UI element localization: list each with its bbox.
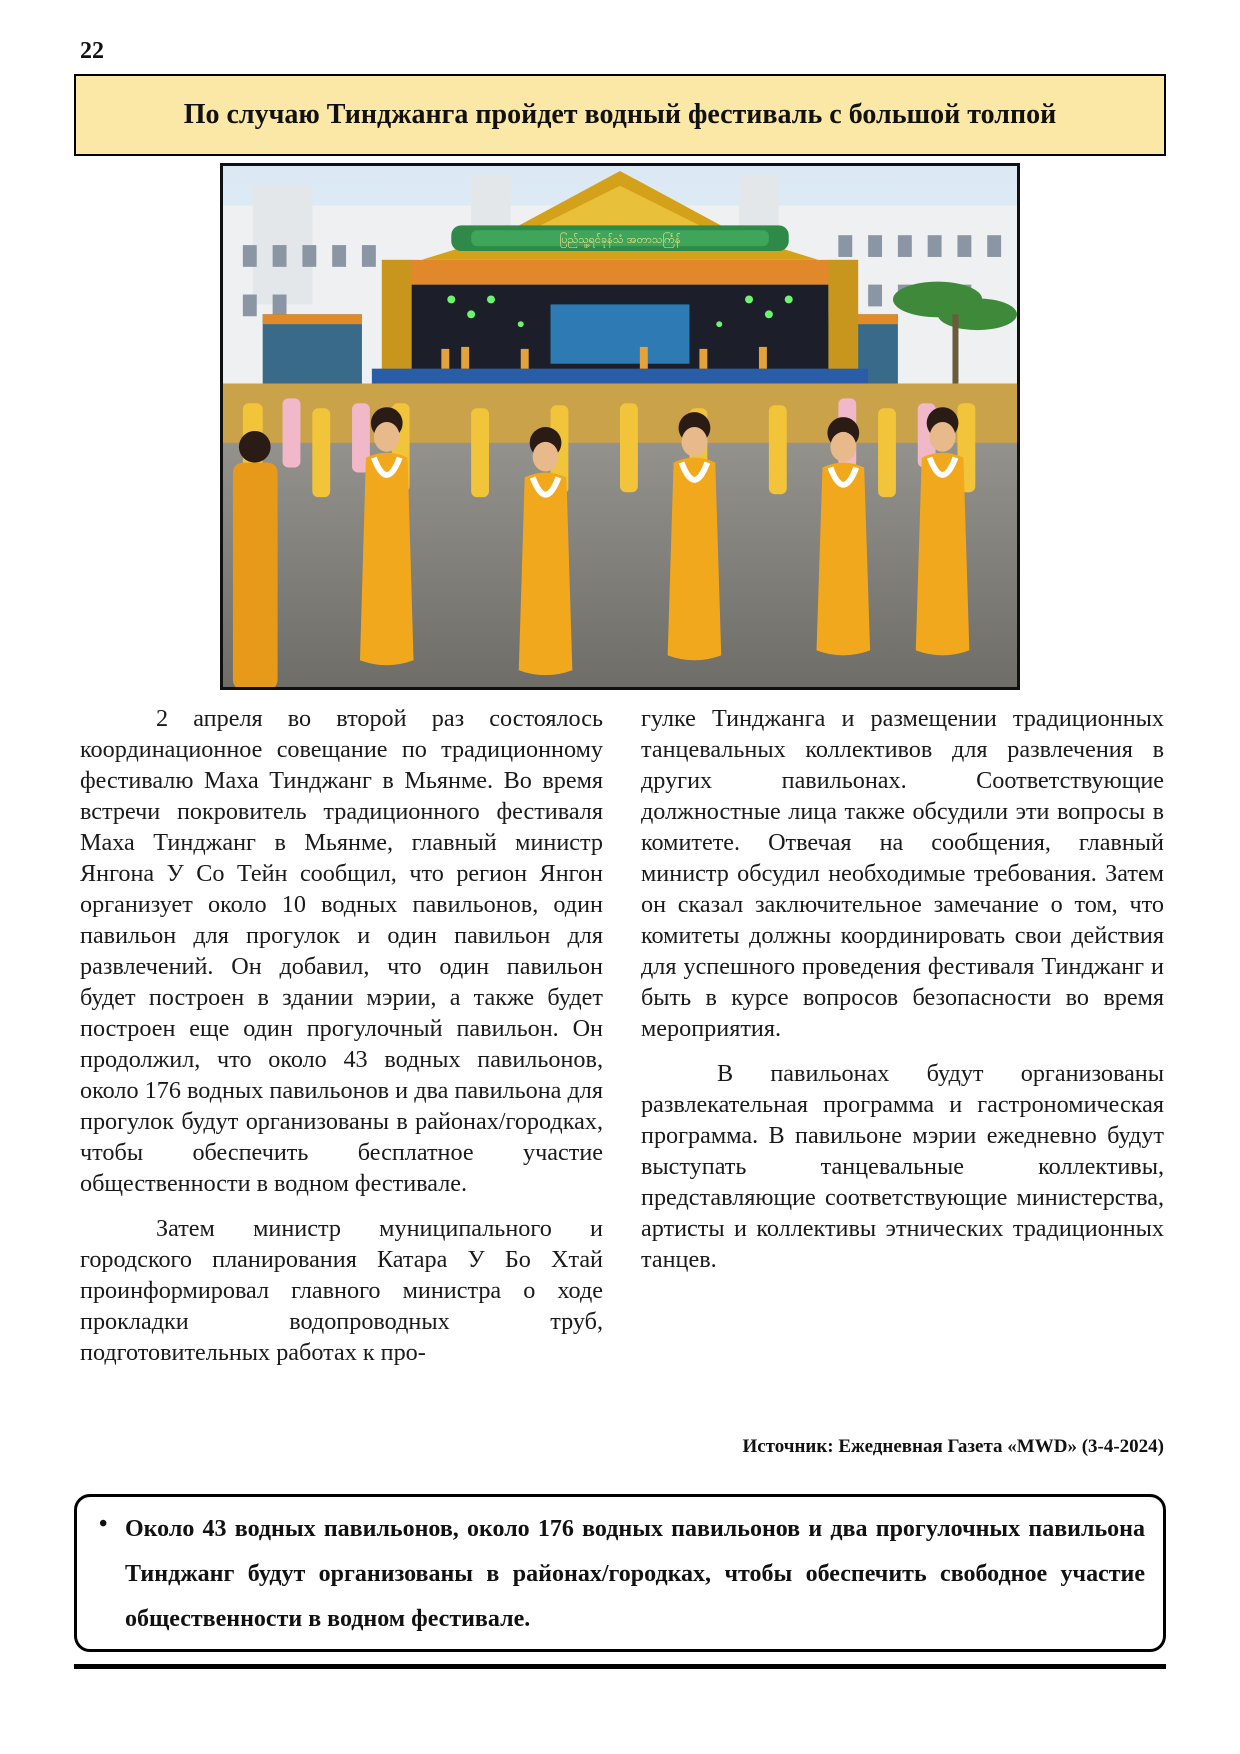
- page-number: 22: [80, 38, 104, 64]
- paragraph: Затем министр муниципального и городского планирования Катара У Бо Хтай проинформировал главного министра о ходе прокладки водопроводных труб, подготовительных работах к про-: [80, 1215, 603, 1366]
- stage-banner-text: ပြည်သူ့ရင်ခုန်သံ အတာသင်္ကြန်: [559, 233, 681, 247]
- paragraph: 2 апреля во второй раз состоялось координационное совещание по традиционному фестивалю Маха Тинджанг в Мьянме. Во время встречи покровитель традиционного фестиваля Маха Тинджанг в Мьянме, главный министр Янгона У Со Тейн сообщил, что регион Янгон организует около 10 водных павильонов, один павильон для прогулок и один павильон для развлечений. Он добавил, что один павильон будет построен в здании мэрии, а также будет построен еще один прогулочный павильон. Он продолжил, что около 43 водных павильонов, около 176 водных павильонов и два павильона для прогулок будут организованы в районах/городках, чтобы обеспечить бесплатное участие общественности в водном фестивале.: [80, 705, 603, 1197]
- left-column: [80, 703, 603, 1368]
- bullet-icon: •: [99, 1511, 108, 1537]
- article-title: По случаю Тинджанга пройдет водный фестиваль с большой толпой: [183, 99, 1057, 130]
- paragraph-continued: гулке Тинджанга и размещении традиционных танцевальных коллективов для развлечения в других павильонах. Соответствующие должностные лица также обсудили эти вопросы в комитете. Отвечая на сообщения, главный министр обсудил необходимые требования. Затем он сказал заключительное замечание о том, что комитеты должны координировать свои действия для успешного проведения фестиваля Тинджанг и быть в курсе вопросов безопасности во время мероприятия.: [641, 705, 1164, 1042]
- right-column: [641, 703, 1164, 1275]
- article-title-box: [74, 74, 1166, 156]
- highlight-box: [74, 1494, 1166, 1652]
- festival-illustration: [223, 166, 1017, 687]
- bottom-rule: [74, 1664, 1166, 1669]
- festival-photo: [220, 163, 1020, 690]
- highlight-text: Около 43 водных павильонов, около 176 водных павильонов и два прогулочных павильона Тинджанг будут организованы в районах/городках, чтобы обеспечить свободное участие общественности в водном фестивале.: [125, 1516, 1145, 1632]
- paragraph: В павильонах будут организованы развлекательная программа и гастрономическая программа. В павильоне мэрии ежедневно будут выступать танцевальные коллективы, представляющие соответствующие министерства, артисты и коллективы этнических традиционных танцев.: [641, 1060, 1164, 1273]
- source-citation: Источник: Ежедневная Газета «MWD» (3-4-2024): [742, 1436, 1164, 1457]
